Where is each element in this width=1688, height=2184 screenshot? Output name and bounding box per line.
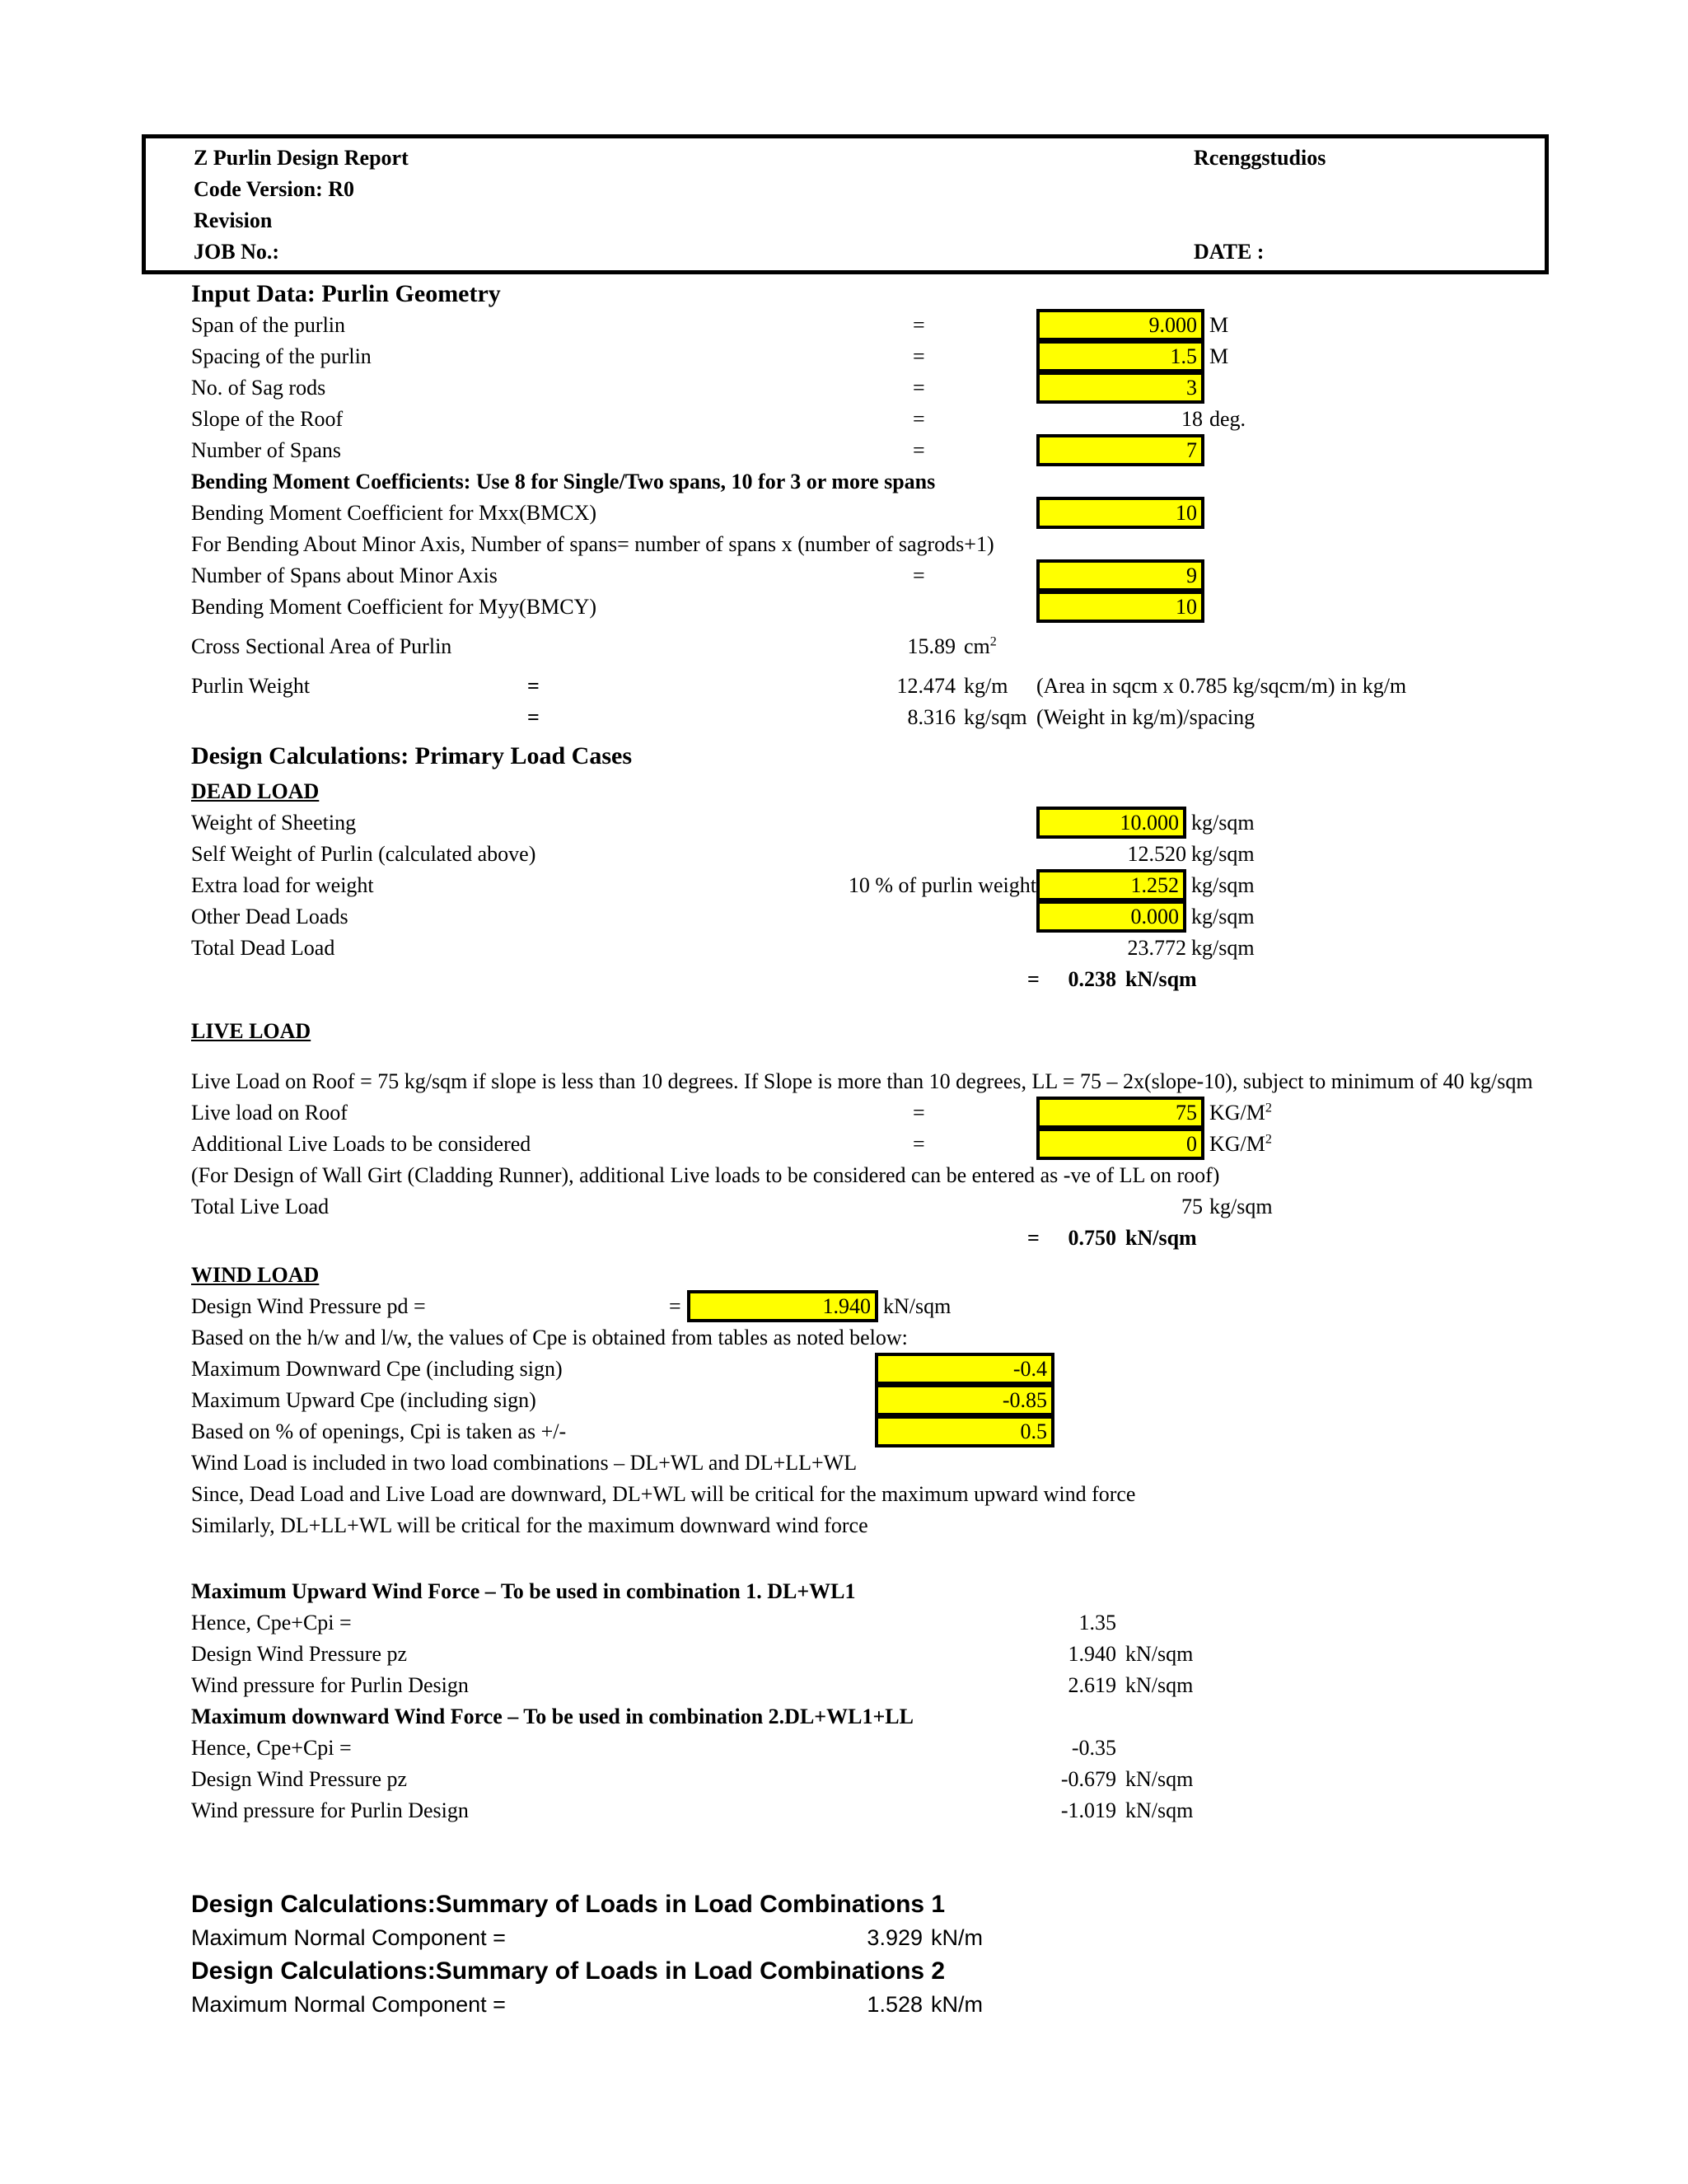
total-live-load-kn-unit: kN/sqm — [1125, 1226, 1197, 1250]
heading-max-upward-wind-force — [0, 1575, 1688, 1607]
header-row-job-date — [146, 236, 1545, 268]
revision-label: Revision — [194, 208, 273, 232]
spacing-of-purlin-unit: M — [1209, 344, 1229, 368]
downward-cpe-cpi-value: -0.35 — [1071, 1736, 1116, 1760]
row-max-upward-cpe — [0, 1384, 1688, 1416]
self-weight-of-purlin-unit: kg/sqm — [1191, 842, 1255, 866]
upward-design-wind-pressure-pz-unit: kN/sqm — [1125, 1642, 1194, 1666]
downward-design-wind-pressure-pz-label: Design Wind Pressure pz — [191, 1767, 408, 1791]
upward-design-wind-pressure-pz-value: 1.940 — [1068, 1642, 1116, 1666]
other-dead-loads-input[interactable]: 0.000 — [1036, 900, 1186, 933]
company-name: Rcenggstudios — [1194, 146, 1326, 170]
report-header-box — [142, 134, 1549, 274]
upward-cpe-cpi-value: 1.35 — [1078, 1611, 1116, 1634]
row-cpe-note — [0, 1321, 1688, 1354]
bmcy-label: Bending Moment Coefficient for Myy(BMCY) — [191, 595, 597, 619]
row-upward-cpe-cpi — [0, 1606, 1688, 1639]
row-live-load-on-roof — [0, 1097, 1688, 1129]
row-purlin-weight-kg-per-m — [0, 670, 1688, 702]
summary-combination-2-heading: Design Calculations:Summary of Loads in Load Combinations 2 — [191, 1957, 946, 1985]
additional-live-loads-input[interactable]: 0 — [1036, 1128, 1204, 1160]
downward-cpe-cpi-label: Hence, Cpe+Cpi = — [191, 1736, 352, 1760]
weight-of-sheeting-label: Weight of Sheeting — [191, 811, 357, 835]
purlin-weight-unit: kg/m — [964, 674, 1008, 698]
slope-of-roof-label: Slope of the Roof — [191, 407, 344, 431]
purlin-weight-sqm-unit: kg/sqm — [964, 705, 1027, 729]
bending-moment-coefficients-note: Bending Moment Coefficients: Use 8 for Single/Two spans, 10 for 3 or more spans — [191, 470, 936, 493]
cpe-tables-note: Based on the h/w and l/w, the values of Cpe is obtained from tables as noted below: — [191, 1326, 908, 1349]
live-load-on-roof-unit: $KG/M^2$ — [1209, 1101, 1272, 1125]
slope-of-roof-unit: deg. — [1209, 407, 1246, 431]
max-downward-wind-force-heading: Maximum downward Wind Force – To be used in combination 2.DL+WL1+LL — [191, 1705, 914, 1728]
number-of-spans-label: Number of Spans — [191, 438, 341, 462]
summary-combination-1-value: 3.929 — [867, 1925, 923, 1950]
cross-sectional-area-label: Cross Sectional Area of Purlin — [191, 634, 452, 658]
cross-sectional-area-value: 15.89 — [907, 634, 956, 658]
live-load-heading: LIVE LOAD — [191, 1019, 311, 1043]
total-dead-load-label: Total Dead Load — [191, 936, 335, 960]
upward-wind-pressure-purlin-label: Wind pressure for Purlin Design — [191, 1673, 469, 1697]
row-total-live-load-kn — [0, 1222, 1688, 1254]
row-spacing-of-purlin — [0, 340, 1688, 372]
total-dead-load-kn-equals-sign: = — [1027, 967, 1040, 991]
section-title-primary-load-cases: Design Calculations: Primary Load Cases — [191, 742, 632, 769]
span-equals-sign: = — [913, 313, 925, 337]
self-weight-of-purlin-value: 12.520 — [1127, 842, 1186, 866]
row-max-downward-cpe — [0, 1353, 1688, 1385]
cross-sectional-area-unit: $cm^2$ — [964, 634, 997, 658]
header-row-title — [146, 142, 1545, 174]
wind-load-heading: WIND LOAD — [191, 1263, 320, 1287]
row-extra-load-for-weight — [0, 869, 1688, 901]
max-upward-cpe-label: Maximum Upward Cpe (including sign) — [191, 1388, 536, 1412]
date-label: DATE : — [1194, 240, 1265, 264]
cpi-label: Based on % of openings, Cpi is taken as +/- — [191, 1419, 567, 1443]
header-row-revision — [146, 204, 1545, 236]
design-wind-pressure-pd-unit: kN/sqm — [883, 1294, 952, 1318]
row-bmcx — [0, 497, 1688, 529]
minor-axis-note: For Bending About Minor Axis, Number of spans= number of spans x (number of sagrods+1) — [191, 532, 994, 556]
row-number-of-spans — [0, 434, 1688, 466]
purlin-weight-equals-sign: = — [527, 674, 540, 698]
design-wind-pressure-pd-input[interactable]: 1.940 — [687, 1290, 878, 1322]
minor-axis-spans-input[interactable]: 9 — [1036, 559, 1204, 592]
extra-load-for-weight-unit: kg/sqm — [1191, 873, 1255, 897]
wall-girt-note: (For Design of Wall Girt (Cladding Runner), additional Live loads to be considered can be entered as -ve of LL on roof) — [191, 1163, 1220, 1187]
wind-combination-note-3: Similarly, DL+LL+WL will be critical for the maximum downward wind force — [191, 1513, 868, 1537]
row-summary-combination-2-value — [0, 1989, 1688, 2021]
row-self-weight-of-purlin — [0, 838, 1688, 870]
downward-wind-pressure-purlin-unit: kN/sqm — [1125, 1798, 1194, 1822]
wind-combination-note-2: Since, Dead Load and Live Load are downward, DL+WL will be critical for the maximum upward wind force — [191, 1482, 1136, 1506]
total-live-load-unit: kg/sqm — [1209, 1195, 1273, 1218]
other-dead-loads-label: Other Dead Loads — [191, 905, 348, 928]
heading-max-downward-wind-force — [0, 1700, 1688, 1733]
row-total-dead-load-kn — [0, 963, 1688, 995]
section-title-geometry: Input Data: Purlin Geometry — [191, 280, 501, 307]
total-dead-load-kn-value: 0.238 — [1068, 967, 1116, 991]
live-load-on-roof-input[interactable]: 75 — [1036, 1097, 1204, 1129]
max-upward-wind-force-heading: Maximum Upward Wind Force – To be used in combination 1. DL+WL1 — [191, 1579, 856, 1603]
row-minor-axis-note — [0, 528, 1688, 560]
row-total-dead-load — [0, 932, 1688, 964]
bmcx-label: Bending Moment Coefficient for Mxx(BMCX) — [191, 501, 597, 525]
downward-design-wind-pressure-pz-value: -0.679 — [1060, 1767, 1116, 1791]
row-wind-combo-note-3 — [0, 1509, 1688, 1541]
summary-combination-1-heading: Design Calculations:Summary of Loads in Load Combinations 1 — [191, 1891, 946, 1918]
cpi-input[interactable]: 0.5 — [875, 1415, 1054, 1447]
heading-dead-load — [0, 775, 1688, 807]
design-wind-pressure-pd-label: Design Wind Pressure pd = — [191, 1294, 426, 1318]
row-cpi — [0, 1415, 1688, 1447]
spacing-equals-sign: = — [913, 344, 925, 368]
total-live-load-kn-equals-sign: = — [1027, 1226, 1040, 1250]
heading-live-load — [0, 1015, 1688, 1047]
downward-wind-pressure-purlin-label: Wind pressure for Purlin Design — [191, 1798, 469, 1822]
total-live-load-label: Total Live Load — [191, 1195, 330, 1218]
row-bmc-note — [0, 465, 1688, 498]
summary-combination-2-unit: kN/m — [931, 1992, 983, 2017]
additional-live-loads-equals-sign: = — [913, 1132, 925, 1156]
purlin-weight-label: Purlin Weight — [191, 674, 311, 698]
section-input-data-geometry — [0, 278, 1688, 310]
summary-combination-1-label: Maximum Normal Component = — [191, 1925, 506, 1950]
live-load-on-roof-label: Live load on Roof — [191, 1101, 348, 1125]
span-of-purlin-input[interactable]: 9.000 — [1036, 309, 1204, 341]
bmcy-input[interactable]: 10 — [1036, 591, 1204, 623]
bmcx-input[interactable]: 10 — [1036, 497, 1204, 529]
row-bmcy — [0, 591, 1688, 623]
total-live-load-value: 75 — [1181, 1195, 1203, 1218]
spacing-of-purlin-input[interactable]: 1.5 — [1036, 340, 1204, 372]
total-live-load-kn-value: 0.750 — [1068, 1226, 1116, 1250]
upward-wind-pressure-purlin-unit: kN/sqm — [1125, 1673, 1194, 1697]
row-additional-live-loads — [0, 1128, 1688, 1160]
downward-design-wind-pressure-pz-unit: kN/sqm — [1125, 1767, 1194, 1791]
weight-of-sheeting-unit: kg/sqm — [1191, 811, 1255, 835]
purlin-weight-sqm-formula-note: (Weight in kg/m)/spacing — [1036, 705, 1255, 729]
sag-rods-equals-sign: = — [913, 376, 925, 400]
row-upward-design-wind-pressure-pz — [0, 1638, 1688, 1670]
summary-combination-2-label: Maximum Normal Component = — [191, 1992, 506, 2017]
row-no-of-sag-rods — [0, 372, 1688, 404]
weight-of-sheeting-input[interactable]: 10.000 — [1036, 807, 1186, 839]
dead-load-heading: DEAD LOAD — [191, 779, 320, 803]
minor-axis-spans-equals-sign: = — [913, 564, 925, 587]
additional-live-loads-label: Additional Live Loads to be considered — [191, 1132, 531, 1156]
header-row-code-version — [146, 173, 1545, 205]
row-cross-sectional-area — [0, 630, 1688, 662]
summary-combination-2-value: 1.528 — [867, 1992, 923, 2017]
purlin-weight-sqm-equals-sign: = — [527, 705, 540, 729]
additional-live-loads-unit: $KG/M^2$ — [1209, 1132, 1272, 1156]
row-purlin-weight-kg-per-sqm — [0, 701, 1688, 733]
row-minor-axis-spans — [0, 559, 1688, 592]
row-other-dead-loads — [0, 900, 1688, 933]
row-downward-cpe-cpi — [0, 1732, 1688, 1764]
row-wind-combo-note-1 — [0, 1447, 1688, 1479]
row-live-load-description — [191, 1065, 1688, 1097]
slope-of-roof-value: 18 — [1181, 407, 1203, 431]
upward-cpe-cpi-label: Hence, Cpe+Cpi = — [191, 1611, 352, 1634]
report-title: Z Purlin Design Report — [194, 146, 409, 170]
other-dead-loads-unit: kg/sqm — [1191, 905, 1255, 928]
total-dead-load-value: 23.772 — [1127, 936, 1186, 960]
purlin-weight-formula-note: (Area in sqcm x 0.785 kg/sqcm/m) in kg/m — [1036, 674, 1407, 698]
max-downward-cpe-input[interactable]: -0.4 — [875, 1353, 1054, 1385]
heading-summary-combination-1 — [0, 1888, 1688, 1920]
design-wind-pressure-pd-equals-sign: = — [669, 1294, 681, 1318]
max-upward-cpe-input[interactable]: -0.85 — [875, 1384, 1054, 1416]
span-of-purlin-unit: M — [1209, 313, 1229, 337]
minor-axis-spans-label: Number of Spans about Minor Axis — [191, 564, 498, 587]
total-dead-load-kn-unit: kN/sqm — [1125, 967, 1197, 991]
row-wind-combo-note-2 — [0, 1478, 1688, 1510]
section-primary-load-cases — [0, 740, 1688, 772]
extra-load-for-weight-input[interactable]: 1.252 — [1036, 869, 1186, 901]
row-weight-of-sheeting — [0, 807, 1688, 839]
total-dead-load-unit: kg/sqm — [1191, 936, 1255, 960]
number-of-spans-equals-sign: = — [913, 438, 925, 462]
span-of-purlin-label: Span of the purlin — [191, 313, 346, 337]
row-slope-of-roof — [0, 403, 1688, 435]
extra-load-for-weight-label: Extra load for weight — [191, 873, 374, 897]
downward-wind-pressure-purlin-value: -1.019 — [1060, 1798, 1116, 1822]
purlin-weight-sqm-value: 8.316 — [907, 705, 956, 729]
row-design-wind-pressure-pd — [0, 1290, 1688, 1322]
row-downward-design-wind-pressure-pz — [0, 1763, 1688, 1795]
code-version: Code Version: R0 — [194, 177, 355, 201]
row-upward-wind-pressure-purlin — [0, 1669, 1688, 1701]
row-total-live-load — [0, 1190, 1688, 1223]
wind-combination-note-1: Wind Load is included in two load combinations – DL+WL and DL+LL+WL — [191, 1451, 858, 1475]
self-weight-of-purlin-label: Self Weight of Purlin (calculated above) — [191, 842, 536, 866]
max-downward-cpe-label: Maximum Downward Cpe (including sign) — [191, 1357, 563, 1381]
slope-equals-sign: = — [913, 407, 925, 431]
number-of-spans-input[interactable]: 7 — [1036, 434, 1204, 466]
heading-summary-combination-2 — [0, 1955, 1688, 1987]
purlin-weight-value: 12.474 — [896, 674, 956, 698]
heading-wind-load — [0, 1259, 1688, 1291]
no-of-sag-rods-label: No. of Sag rods — [191, 376, 326, 400]
spacing-of-purlin-label: Spacing of the purlin — [191, 344, 372, 368]
extra-load-percent-note: 10 % of purlin weight — [848, 873, 1036, 897]
job-no-label: JOB No.: — [194, 240, 279, 264]
row-summary-combination-1-value — [0, 1922, 1688, 1954]
upward-design-wind-pressure-pz-label: Design Wind Pressure pz — [191, 1642, 408, 1666]
row-wall-girt-note — [0, 1159, 1688, 1191]
live-load-on-roof-equals-sign: = — [913, 1101, 925, 1125]
row-span-of-purlin — [0, 309, 1688, 341]
summary-combination-1-unit: kN/m — [931, 1925, 983, 1950]
live-load-description: Live Load on Roof = 75 kg/sqm if slope is less than 10 degrees. If Slope is more than 10 degrees, LL = 75 – 2x(slope-10), subject to minimum of 40 kg/sqm — [191, 1069, 1533, 1093]
upward-wind-pressure-purlin-value: 2.619 — [1068, 1673, 1116, 1697]
no-of-sag-rods-input[interactable]: 3 — [1036, 372, 1204, 404]
row-downward-wind-pressure-purlin — [0, 1794, 1688, 1826]
